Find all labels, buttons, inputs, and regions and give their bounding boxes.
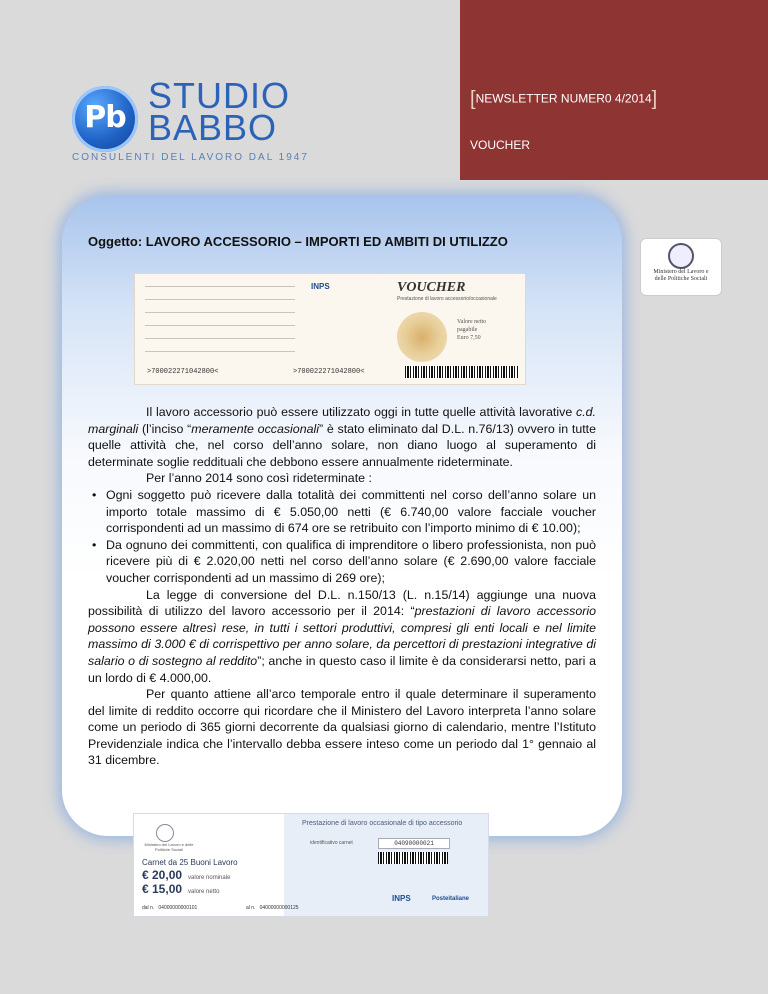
paragraph-1: Il lavoro accessorio può essere utilizzato oggi in tutte quelle attività lavorative c.d. marginali (l’inciso “meramente occasionali” è stato eliminato dal D.L. n.76/13) ovvero in tutte quelle attività che, nel corso dell’anno solare, non diano luogo al superamento di determinate soglie reddituali che debbono essere annualmente rideterminate.	[88, 405, 596, 469]
body-text	[88, 404, 596, 769]
italian-emblem-icon	[668, 243, 694, 269]
paragraph-2: Per l’anno 2014 sono così rideterminate :	[146, 471, 372, 486]
voucher-title: VOUCHER	[397, 280, 466, 295]
carnet-emblem-icon	[156, 824, 174, 842]
newsletter-number: [NEWSLETTER NUMER0 4/2014]	[470, 88, 658, 110]
pb-badge-icon: Pb	[72, 86, 138, 152]
voucher-value: Valore netto pagabile Euro 7,50	[457, 319, 487, 341]
paragraph-3: La legge di conversione del D.L. n.150/13 (L. n.15/14) aggiunge una nuova possibilità di utilizzo del lavoro accessorio per il 2014: “prestazioni di lavoro accessorio possono essere altresì rese, in tutti i settori produttivi, compresi gli enti locali e nel limite massimo di 3.000 € di corrispettivo per anno solare, da percettori di prestazioni integrative di salario o di sostegno al reddito”; anche in questo caso il limite è da considerarsi netto, pari a un lordo di € 4.000,00.	[88, 587, 596, 685]
carnet-net: € 15,00 valore netto	[142, 882, 220, 896]
carnet-from: dal n. 04000000000101	[142, 905, 198, 911]
voucher-subtitle: Prestazione di lavoro accessorio/occasionale	[397, 296, 497, 302]
list-item: • Da ognuno dei committenti, con qualifica di imprenditore o libero professionista, non può ricevere più di € 2.020,00 netti nel corso dell’anno solare (€ 2.690,00 valore facciale voucher corrispondenti ad un massimo di 269 ore);	[106, 537, 596, 587]
carnet-inps-logo: INPS	[392, 894, 411, 903]
carnet-to: al n. 04000000000125	[246, 905, 299, 911]
list-item: • Ogni soggetto può ricevere dalla totalità dei committenti nel corso dell’anno solare un importo totale massimo di € 5.050,00 netti (€ 6.740,00 valore facciale voucher corrispondenti ad un massimo di 674 ore se retribuito con l’importo minimo di € 10.00);	[106, 487, 596, 537]
carnet-title: Carnet da 25 Buoni Lavoro	[142, 858, 238, 867]
carnet-header: Prestazione di lavoro occasionale di tipo accessorio	[302, 820, 463, 827]
voucher-seal-icon	[397, 312, 447, 362]
voucher-code-right: >700022271042800<	[293, 368, 365, 376]
carnet-image	[133, 813, 489, 917]
voucher-inps-logo: INPS	[311, 282, 330, 291]
voucher-code-left: >700022271042800<	[147, 368, 219, 376]
ministry-logo	[640, 238, 722, 296]
carnet-id-label: identificativo carnet	[310, 840, 353, 846]
studio-babbo-logo	[72, 75, 309, 170]
carnet-poste-logo: Posteitaliane	[432, 896, 470, 902]
newsletter-topic: VOUCHER	[470, 138, 531, 152]
paragraph-4: Per quanto attiene all’arco temporale entro il quale determinare il superamento del limite di reddito occorre qui ricordare che il Ministero del Lavoro interpreta l’anno solare come un periodo di 365 giorni decorrente da qualsiasi giorno di calendario, mentre l’Istituto Previdenziale indica che l’intervallo debba essere inteso come un periodo dal 1° gennaio al 31 dicembre.	[88, 687, 596, 768]
logo-name: STUDIO BABBO	[148, 75, 291, 148]
carnet-nominal: € 20,00 valore nominale	[142, 868, 231, 882]
carnet-barcode	[378, 852, 448, 864]
carnet-ministry: Ministero del Lavoro e delle Politiche Sociali	[144, 842, 194, 852]
logo-tagline: CONSULENTI DEL LAVORO DAL 1947	[72, 152, 309, 163]
subject-heading: Oggetto: LAVORO ACCESSORIO – IMPORTI ED AMBITI DI UTILIZZO	[88, 234, 508, 249]
carnet-id-value: 04090000021	[378, 838, 450, 849]
voucher-barcode	[405, 366, 519, 378]
voucher-image	[134, 273, 526, 385]
limits-list	[88, 487, 596, 587]
ministry-name: Ministero del Lavoro e delle Politiche Sociali	[653, 269, 709, 282]
